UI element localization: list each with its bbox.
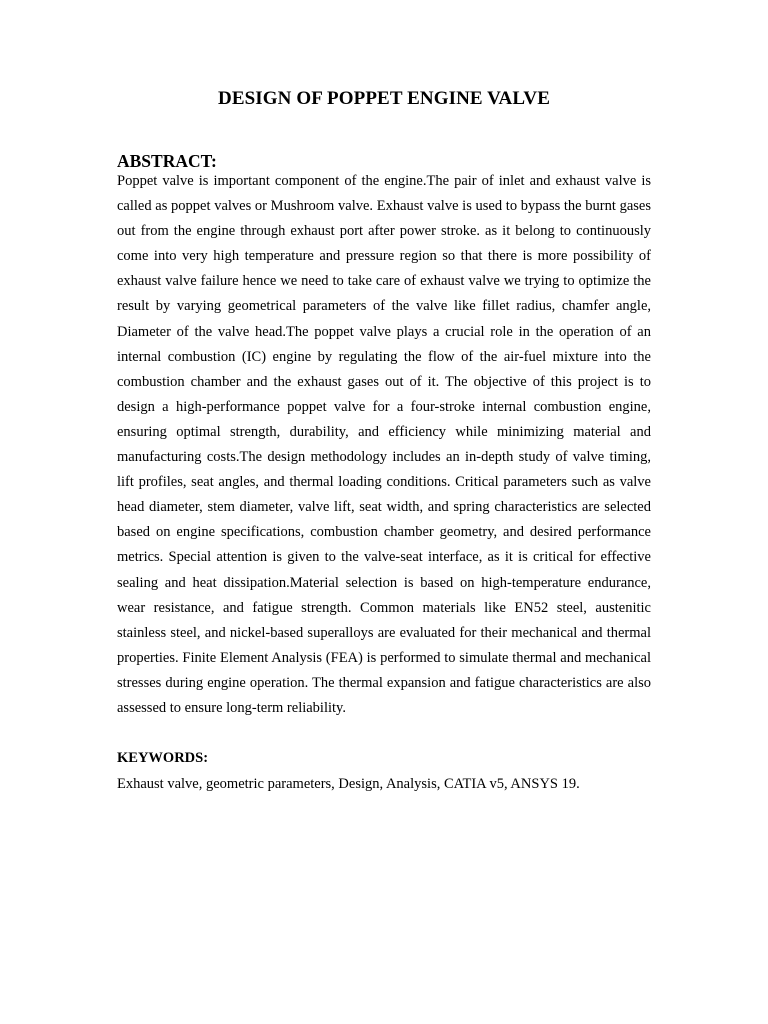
keywords-body: Exhaust valve, geometric parameters, Design, Analysis, CATIA v5, ANSYS 19.	[117, 776, 580, 792]
keywords-heading: KEYWORDS:	[117, 750, 209, 766]
abstract-body: Poppet valve is important component of the engine.The pair of inlet and exhaust valve is called as poppet valves or Mushroom valve. Exhaust valve is used to bypass the burnt gases out from the engine through exhaust port after power stroke. as it belong to continuously come into very high temperature and pressure region so that there is more possibility of exhaust valve failure hence we need to take care of exhaust valve we trying to optimize the result by varying geometrical parameters of the valve like fillet radius, chamfer angle, Diameter of the valve head.The poppet valve plays a crucial role in the operation of an internal combustion (IC) engine by regulating the flow of the air-fuel mixture into the combustion chamber and the exhaust gases out of it. The objective of this project is to design a high-performance poppet valve for a four-stroke internal combustion engine, ensuring optimal strength, durability, and efficiency while minimizing material and manufacturing costs.The design methodology includes an in-depth study of valve timing, lift profiles, seat angles, and thermal loading conditions. Critical parameters such as valve head diameter, stem diameter, valve lift, seat width, and spring characteristics are selected based on engine specifications, combustion chamber geometry, and desired performance metrics. Special attention is given to the valve-seat interface, as it is critical for effective sealing and heat dissipation.Material selection is based on high-temperature endurance, wear resistance, and fatigue strength. Common materials like EN52 steel, austenitic stainless steel, and nickel-based superalloys are evaluated for their mechanical and thermal properties. Finite Element Analysis (FEA) is performed to simulate thermal and mechanical stresses during engine operation. The thermal expansion and fatigue characteristics are also assessed to ensure long-term reliability.	[117, 173, 651, 716]
abstract-heading: ABSTRACT:	[117, 151, 217, 171]
document-title: DESIGN OF POPPET ENGINE VALVE	[218, 88, 550, 109]
